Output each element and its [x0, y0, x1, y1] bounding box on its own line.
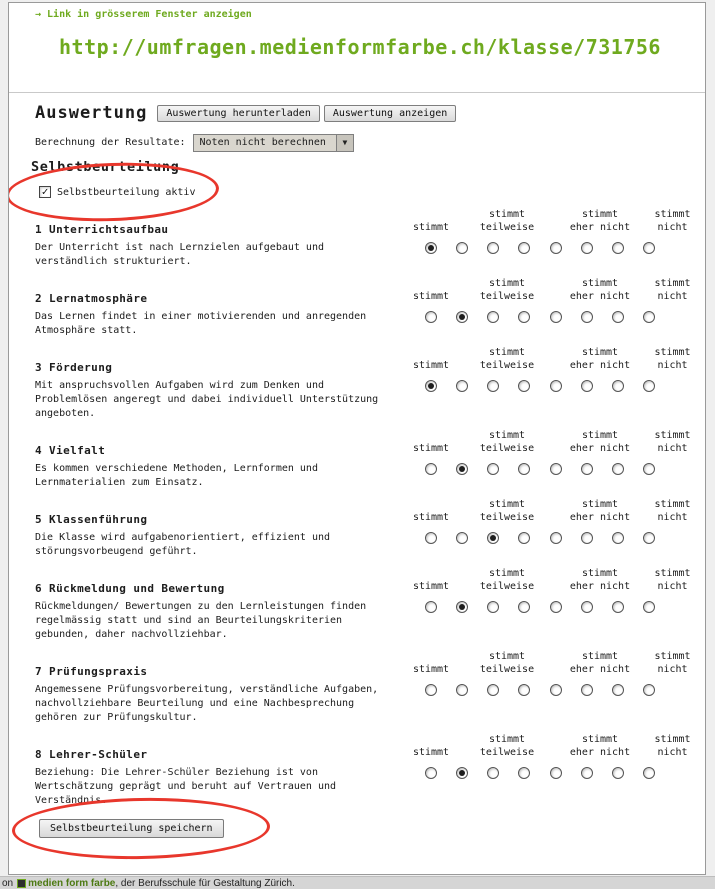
rating-radio[interactable]: [456, 463, 468, 475]
survey-item: [35, 733, 705, 808]
rating-radio-group: [425, 242, 655, 254]
rating-radio[interactable]: [581, 463, 593, 475]
rating-radio[interactable]: [643, 767, 655, 779]
rating-radio[interactable]: [425, 311, 437, 323]
rating-radio[interactable]: [550, 311, 562, 323]
open-larger-window-link[interactable]: → Link in grösserem Fenster anzeigen: [35, 9, 252, 20]
items-list: [35, 208, 705, 808]
survey-item-text: [35, 208, 407, 269]
rating-radio[interactable]: [487, 463, 499, 475]
grade-calculation-select[interactable]: [193, 134, 354, 152]
rating-radio[interactable]: [550, 767, 562, 779]
rating-radio-group: [425, 463, 655, 475]
rating-radio[interactable]: [581, 684, 593, 696]
item-description: Angemessene Prüfungsvorbereitung, verständliche Aufgaben, nachvollziehbare Beurteilung und eine Nachbesprechung gehören zur Prüfungskultur.: [35, 684, 379, 723]
evaluation-title: Auswertung: [35, 103, 148, 123]
rating-radio[interactable]: [550, 684, 562, 696]
rating-radio-group: [425, 311, 655, 323]
scale-headers: [407, 567, 705, 593]
rating-radio[interactable]: [425, 767, 437, 779]
scale-header-label: stimmt: [412, 512, 450, 523]
rating-radio[interactable]: [456, 684, 468, 696]
divider: [9, 92, 705, 93]
rating-radio[interactable]: [425, 463, 437, 475]
survey-item-text: [35, 277, 407, 338]
item-title: 1 Unterrichtsaufbau: [35, 223, 169, 236]
rating-radio[interactable]: [550, 601, 562, 613]
item-title: 2 Lernatmosphäre: [35, 292, 148, 305]
rating-radio[interactable]: [612, 242, 624, 254]
survey-url[interactable]: http://umfragen.medienformfarbe.ch/klasse/731756: [59, 35, 661, 59]
rating-radio[interactable]: [612, 532, 624, 544]
item-description: Der Unterricht ist nach Lernzielen aufgebaut und verständlich strukturiert.: [35, 242, 324, 267]
survey-item-text: [35, 733, 407, 808]
scale-header-label: stimmt eher nicht: [569, 347, 631, 371]
rating-radio[interactable]: [518, 684, 530, 696]
rating-radio[interactable]: [487, 380, 499, 392]
selfassessment-active-checkbox[interactable]: [39, 186, 51, 198]
scale-header-label: stimmt teilweise: [479, 347, 535, 371]
rating-radio[interactable]: [550, 463, 562, 475]
survey-item-rating: [407, 498, 705, 559]
rating-radio[interactable]: [518, 463, 530, 475]
rating-radio[interactable]: [487, 601, 499, 613]
rating-radio[interactable]: [581, 380, 593, 392]
survey-item-text: [35, 346, 407, 421]
scale-header-label: stimmt teilweise: [479, 651, 535, 675]
scale-headers: [407, 346, 705, 372]
rating-radio[interactable]: [425, 684, 437, 696]
item-title: 4 Vielfalt: [35, 444, 106, 457]
rating-radio[interactable]: [643, 242, 655, 254]
survey-item-text: [35, 429, 407, 490]
scale-header-label: stimmt eher nicht: [569, 278, 631, 302]
rating-radio-group: [425, 684, 655, 696]
selfassessment-active-label: Selbstbeurteilung aktiv: [57, 186, 196, 198]
survey-item: [35, 567, 705, 642]
survey-item: [35, 277, 705, 338]
scale-headers: [407, 733, 705, 759]
item-title: 7 Prüfungspraxis: [35, 665, 148, 678]
rating-radio-group: [425, 767, 655, 779]
scale-header-label: stimmt teilweise: [479, 278, 535, 302]
save-selfassessment-button[interactable]: Selbstbeurteilung speichern: [39, 819, 224, 838]
download-evaluation-button[interactable]: Auswertung herunterladen: [157, 105, 320, 122]
selfassessment-active-row[interactable]: [39, 184, 195, 200]
scale-header-label: stimmt: [412, 443, 450, 454]
scale-header-label: stimmt eher nicht: [569, 209, 631, 233]
scale-header-label: stimmt nicht: [654, 430, 691, 454]
survey-item-rating: [407, 650, 705, 725]
item-title: 6 Rückmeldung und Bewertung: [35, 582, 225, 595]
item-description: Beziehung: Die Lehrer-Schüler Beziehung ist von Wertschätzung geprägt und beruht auf Vertrauen und Verständnis.: [35, 767, 337, 806]
footer: [0, 876, 715, 889]
rating-radio[interactable]: [643, 532, 655, 544]
rating-radio[interactable]: [581, 532, 593, 544]
rating-radio[interactable]: [487, 767, 499, 779]
rating-radio[interactable]: [612, 767, 624, 779]
rating-radio[interactable]: [425, 532, 437, 544]
item-description: Rückmeldungen/ Bewertungen zu den Lernleistungen finden regelmässig statt und sind an Beurteilungskriterien gebunden, daher nachvollziehbar.: [35, 601, 367, 640]
rating-radio-group: [425, 532, 655, 544]
scale-header-label: stimmt eher nicht: [569, 568, 631, 592]
survey-item-rating: [407, 208, 705, 269]
rating-radio[interactable]: [581, 767, 593, 779]
rating-radio[interactable]: [612, 463, 624, 475]
scale-header-label: stimmt: [412, 747, 450, 758]
rating-radio[interactable]: [456, 767, 468, 779]
scale-header-label: stimmt nicht: [654, 651, 691, 675]
scale-header-label: stimmt teilweise: [479, 499, 535, 523]
rating-radio[interactable]: [425, 242, 437, 254]
result-calculation-row: [35, 133, 705, 152]
grade-calculation-selected-value: Noten nicht berechnen: [199, 137, 326, 148]
scale-header-label: stimmt eher nicht: [569, 430, 631, 454]
survey-item: [35, 429, 705, 490]
brand-square-icon: [17, 879, 26, 888]
item-description: Mit anspruchsvollen Aufgaben wird zum Denken und Problemlösen angeregt und dabei individuell Unterstützung angeboten.: [35, 380, 379, 419]
rating-radio[interactable]: [612, 380, 624, 392]
survey-item: [35, 498, 705, 559]
scale-header-label: stimmt: [412, 291, 450, 302]
rating-radio[interactable]: [518, 311, 530, 323]
rating-radio[interactable]: [612, 684, 624, 696]
survey-item-text: [35, 567, 407, 642]
rating-radio[interactable]: [643, 463, 655, 475]
survey-item-rating: [407, 733, 705, 808]
item-title: 5 Klassenführung: [35, 513, 148, 526]
survey-item-text: [35, 498, 407, 559]
scale-header-label: stimmt: [412, 360, 450, 371]
rating-radio[interactable]: [643, 684, 655, 696]
rating-radio[interactable]: [425, 380, 437, 392]
rating-radio[interactable]: [487, 684, 499, 696]
result-calculation-label: Berechnung der Resultate:: [35, 137, 186, 148]
scale-header-label: stimmt teilweise: [479, 568, 535, 592]
rating-radio[interactable]: [550, 242, 562, 254]
evaluation-toolbar: [35, 102, 705, 124]
item-description: Die Klasse wird aufgabenorientiert, effizient und störungsvorbeugend geführt.: [35, 532, 331, 557]
survey-item-rating: [407, 277, 705, 338]
main-panel: [8, 2, 706, 875]
rating-radio[interactable]: [518, 767, 530, 779]
scale-header-label: stimmt nicht: [654, 568, 691, 592]
scale-headers: [407, 429, 705, 455]
rating-radio[interactable]: [612, 601, 624, 613]
item-description: Es kommen verschiedene Methoden, Lernformen und Lernmaterialien zum Einsatz.: [35, 463, 318, 488]
rating-radio[interactable]: [581, 311, 593, 323]
rating-radio[interactable]: [456, 532, 468, 544]
rating-radio[interactable]: [550, 380, 562, 392]
scale-header-label: stimmt eher nicht: [569, 734, 631, 758]
scale-header-label: stimmt teilweise: [479, 430, 535, 454]
rating-radio[interactable]: [550, 532, 562, 544]
scale-header-label: stimmt eher nicht: [569, 499, 631, 523]
rating-radio[interactable]: [425, 601, 437, 613]
item-title: 3 Förderung: [35, 361, 113, 374]
survey-item-rating: [407, 429, 705, 490]
scale-header-label: stimmt nicht: [654, 347, 691, 371]
scale-header-label: stimmt eher nicht: [569, 651, 631, 675]
rating-radio[interactable]: [487, 532, 499, 544]
rating-radio[interactable]: [581, 242, 593, 254]
rating-radio[interactable]: [487, 242, 499, 254]
selfassessment-title: Selbstbeurteilung: [31, 159, 180, 175]
scale-header-label: stimmt nicht: [654, 209, 691, 233]
footer-text-suffix: , der Berufsschule für Gestaltung Zürich.: [115, 877, 295, 889]
survey-item-rating: [407, 567, 705, 642]
footer-brand-link[interactable]: medien form farbe: [28, 877, 116, 889]
rating-radio[interactable]: [518, 601, 530, 613]
scale-headers: [407, 498, 705, 524]
survey-item: [35, 650, 705, 725]
rating-radio[interactable]: [643, 380, 655, 392]
rating-radio[interactable]: [487, 311, 499, 323]
rating-radio-group: [425, 601, 655, 613]
rating-radio[interactable]: [518, 380, 530, 392]
scale-headers: [407, 208, 705, 234]
scale-header-label: stimmt nicht: [654, 734, 691, 758]
rating-radio[interactable]: [456, 380, 468, 392]
scale-header-label: stimmt teilweise: [479, 209, 535, 233]
show-evaluation-button[interactable]: Auswertung anzeigen: [324, 105, 456, 122]
scale-header-label: stimmt nicht: [654, 499, 691, 523]
scale-headers: [407, 650, 705, 676]
rating-radio[interactable]: [643, 601, 655, 613]
scale-headers: [407, 277, 705, 303]
rating-radio[interactable]: [518, 532, 530, 544]
survey-item: [35, 208, 705, 269]
survey-item: [35, 346, 705, 421]
chevron-down-icon: ▼: [336, 135, 353, 151]
survey-item-text: [35, 650, 407, 725]
save-selfassessment-wrap: [39, 816, 224, 838]
scale-header-label: stimmt: [412, 581, 450, 592]
rating-radio[interactable]: [643, 311, 655, 323]
rating-radio[interactable]: [456, 242, 468, 254]
rating-radio-group: [425, 380, 655, 392]
rating-radio[interactable]: [518, 242, 530, 254]
item-title: 8 Lehrer-Schüler: [35, 748, 148, 761]
survey-item-rating: [407, 346, 705, 421]
rating-radio[interactable]: [456, 311, 468, 323]
scale-header-label: stimmt: [412, 222, 450, 233]
rating-radio[interactable]: [581, 601, 593, 613]
scale-header-label: stimmt nicht: [654, 278, 691, 302]
scale-header-label: stimmt teilweise: [479, 734, 535, 758]
selfassessment-active-wrap: [39, 184, 195, 200]
footer-text-prefix: on: [2, 877, 14, 889]
scale-header-label: stimmt: [412, 664, 450, 675]
item-description: Das Lernen findet in einer motivierenden und anregenden Atmosphäre statt.: [35, 311, 367, 336]
rating-radio[interactable]: [456, 601, 468, 613]
rating-radio[interactable]: [612, 311, 624, 323]
